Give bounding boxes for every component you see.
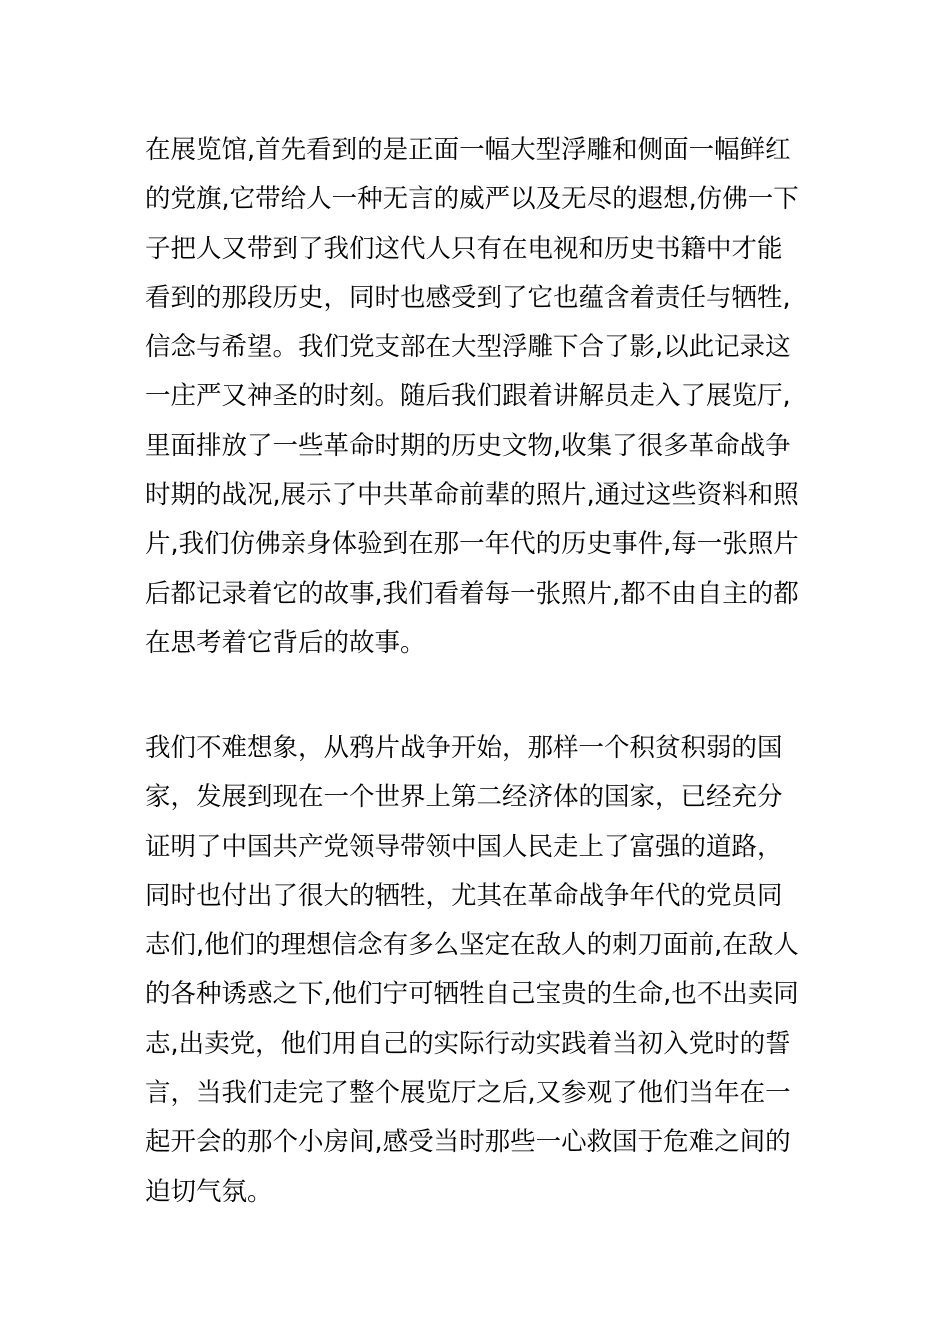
text-line: 的各种诱惑之下,他们宁可牺牲自己宝贵的生命,也不出卖同 — [145, 979, 799, 1010]
text-line: 子把人又带到了我们这代人只有在电视和历史书籍中才能 — [145, 233, 783, 264]
text-line: 后都记录着它的故事,我们看着每一张照片,都不由自主的都 — [145, 578, 799, 609]
text-line: 志,出卖党，他们用自己的实际行动实践着当初入党时的誓 — [145, 1028, 791, 1059]
text-line: 时期的战况,展示了中共革命前辈的照片,通过这些资料和照 — [145, 480, 799, 511]
paragraph-history-reflection — [145, 724, 815, 1217]
text-line: 我们不难想象，从鸦片战争开始，那样一个积贫积弱的国 — [145, 733, 783, 763]
text-line: 志们,他们的理想信念有多么坚定在敌人的刺刀面前,在敌人 — [145, 930, 799, 961]
text-line: 同时也付出了很大的牺牲，尤其在革命战争年代的党员同 — [145, 880, 783, 911]
text-line: 起开会的那个小房间,感受当时那些一心救国于危难之间的 — [145, 1127, 791, 1158]
text-line: 在思考着它背后的故事。 — [145, 627, 426, 658]
text-line: 信念与希望。我们党支部在大型浮雕下合了影,以此记录这 — [145, 332, 791, 363]
text-line: 的党旗,它带给人一种无言的威严以及无尽的遐想,仿佛一下 — [145, 184, 799, 215]
text-line: 片,我们仿佛亲身体验到在那一年代的历史事件,每一张照片 — [145, 529, 799, 560]
text-line: 看到的那段历史，同时也感受到了它也蕴含着责任与牺牲, — [145, 282, 791, 313]
text-line: 迫切气氛。 — [145, 1176, 273, 1207]
text-line: 家，发展到现在一个世界上第二经济体的国家，已经充分 — [145, 782, 783, 813]
text-line: 言，当我们走完了整个展览厅之后,又参观了他们当年在一 — [145, 1078, 791, 1109]
text-line: 一庄严又神圣的时刻。随后我们跟着讲解员走入了展览厅, — [145, 381, 791, 412]
text-line: 里面排放了一些革命时期的历史文物,收集了很多革命战争 — [145, 430, 791, 461]
paragraph-exhibition-hall — [145, 126, 815, 668]
text-line: 在展览馆,首先看到的是正面一幅大型浮雕和侧面一幅鲜红 — [145, 135, 791, 165]
text-line: 证明了中国共产党领导带领中国人民走上了富强的道路， — [145, 831, 783, 862]
